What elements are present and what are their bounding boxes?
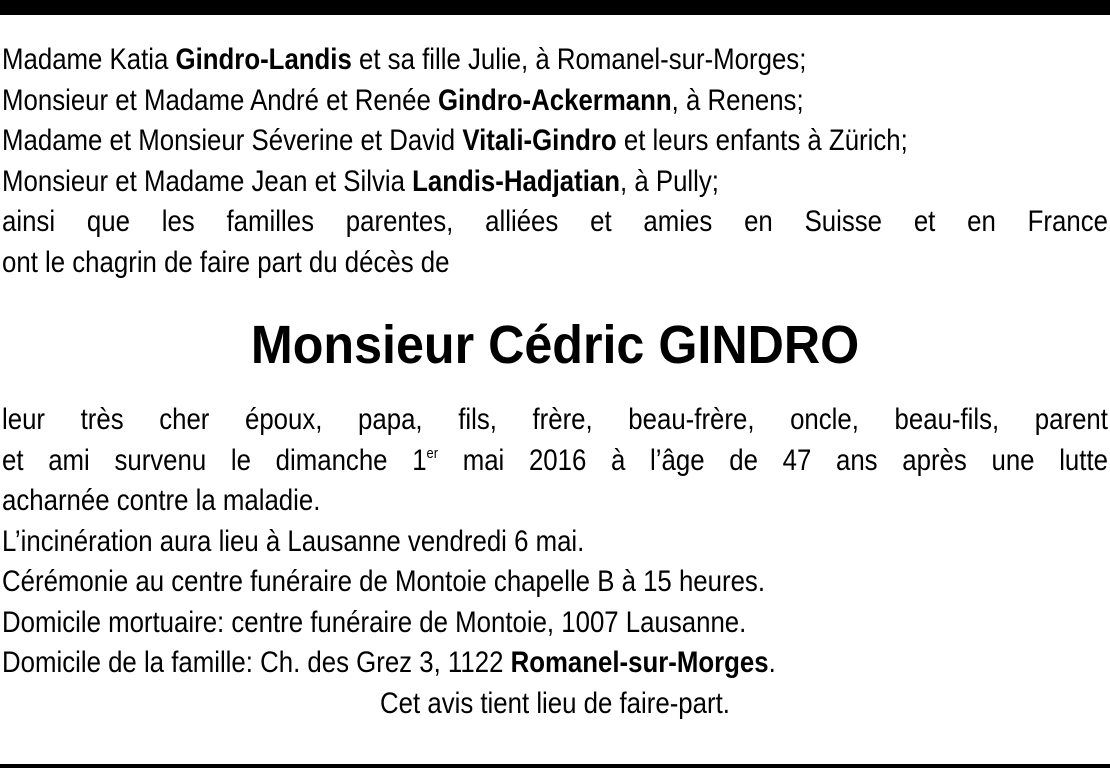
footer-note: Cet avis tient lieu de faire-part. [380,686,730,720]
family-name: Gindro-Landis [175,43,352,76]
place-name: Romanel-sur-Morges [510,646,769,679]
notice-details [2,400,1108,724]
family-line: Monsieur et Madame Jean et Silvia Landis-Hadjatian, à Pully; [2,164,719,198]
family-line: Monsieur et Madame André et Renée Gindro-Ackermann, à Renens; [2,83,804,117]
cremation-line: L’incinération aura lieu à Lausanne vendredi 6 mai. [2,524,585,558]
family-name: Gindro-Ackermann [437,83,672,117]
description-line: acharnée contre la maladie. [2,484,321,517]
family-list [2,40,1108,283]
extended-family-line: ainsi que les familles parentes, alliées et amies en Suisse et en France [2,205,1108,238]
top-border [0,0,1110,15]
description-line: et ami survenu le dimanche 1er mai 2016 à l’âge de 47 ans après une lutte [2,443,1108,477]
family-name: Vitali-Gindro [462,124,617,157]
mortuary-line: Domicile mortuaire: centre funéraire de Montoie, 1007 Lausanne. [2,605,747,639]
description-line: leur très cher époux, papa, fils, frère, beau-frère, oncle, beau-fils, parent [2,403,1108,436]
family-line: Madame et Monsieur Séverine et David Vitali-Gindro et leurs enfants à Zürich; [2,124,908,157]
family-name: Landis-Hadjatian [412,164,621,198]
deceased-name: Monsieur Cédric GINDRO [250,315,860,375]
family-home-line: Domicile de la famille: Ch. des Grez 3, 1122 Romanel-sur-Morges. [2,646,776,679]
ceremony-line: Cérémonie au centre funéraire de Montoie chapelle B à 15 heures. [2,565,766,598]
family-line: Madame Katia Gindro-Landis et sa fille Julie, à Romanel-sur-Morges; [2,43,807,76]
announcement-line: ont le chagrin de faire part du décès de [2,245,450,279]
bottom-border [0,764,1110,768]
